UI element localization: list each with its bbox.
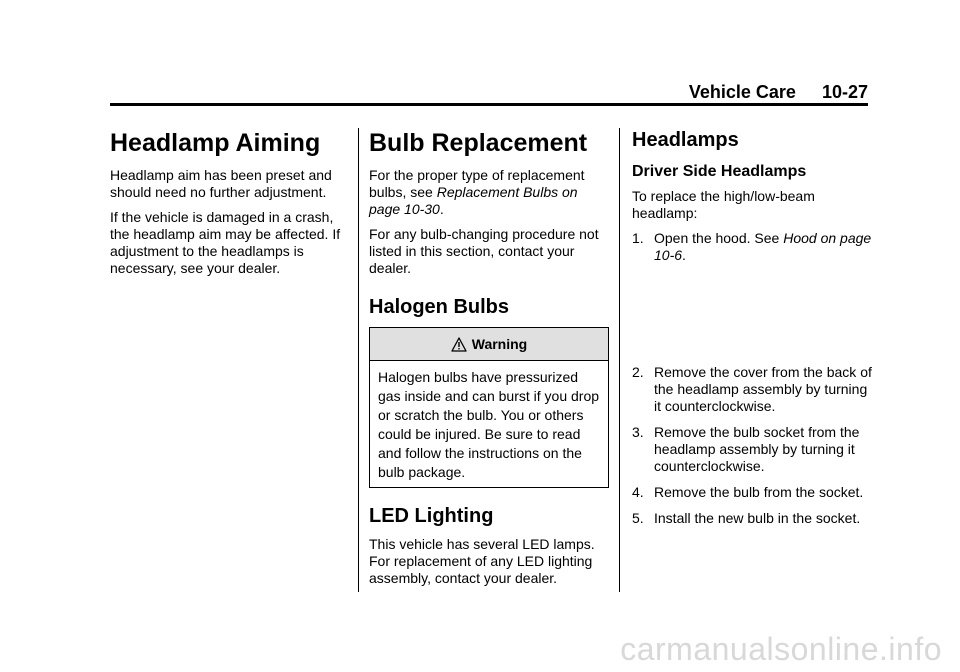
- column-bulb-replacement: [369, 116, 609, 595]
- heading-bulb-replacement: Bulb Replacement: [369, 129, 588, 157]
- paragraph: If the vehicle is damaged in a crash, the headlamp aim may be affected. If adjustment to the headlamps is necessary, see your dealer.: [110, 209, 341, 276]
- header-rule: [110, 103, 868, 106]
- list-item: [632, 424, 872, 475]
- list-item: [632, 364, 872, 415]
- step-number: 3.: [632, 424, 644, 440]
- step-number: 2.: [632, 364, 644, 380]
- cross-reference-link[interactable]: Replacement Bulbs on page 10-30: [369, 184, 578, 217]
- heading-halogen-bulbs: Halogen Bulbs: [369, 296, 510, 318]
- list-item: [632, 230, 872, 264]
- list-item: [632, 510, 872, 527]
- warning-header: [370, 328, 608, 361]
- paragraph: This vehicle has several LED lamps. For replacement of any LED lighting assembly, contact your dealer.: [369, 536, 595, 586]
- paragraph-text: .: [439, 201, 444, 217]
- step-text: Open the hood. See: [654, 230, 784, 246]
- step-text: .: [682, 247, 686, 263]
- paragraph: To replace the high/low-beam headlamp:: [632, 188, 815, 221]
- step-text: Install the new bulb in the socket.: [654, 510, 861, 526]
- paragraph: Headlamp aim has been preset and should need no further adjustment.: [110, 167, 332, 200]
- header-text: [689, 82, 868, 103]
- step-text: Remove the cover from the back of the headlamp assembly by turning it counterclockwise.: [654, 364, 872, 414]
- section-title: Vehicle Care: [688, 82, 796, 102]
- paragraph: [369, 167, 609, 218]
- warning-label: Warning: [471, 336, 528, 352]
- warning-text: Halogen bulbs have pressurized gas inside and can burst if you drop or scratch the bulb. You or others could be injured. Be sure to read and follow the instructions on the bulb package.: [378, 369, 600, 480]
- step-number: 4.: [632, 484, 644, 500]
- heading-headlamp-aiming: Headlamp Aiming: [110, 129, 321, 157]
- step-number: 1.: [632, 230, 644, 246]
- step-text: Remove the bulb from the socket.: [654, 484, 864, 500]
- heading-headlamps: Headlamps: [632, 129, 739, 151]
- column-divider: [358, 128, 359, 592]
- warning-triangle-icon: [451, 337, 467, 352]
- list-item: [632, 484, 872, 501]
- paragraph: For any bulb-changing procedure not listed in this section, contact your dealer.: [369, 226, 599, 276]
- paragraph-text: For the proper type of replacement bulbs, see: [369, 167, 585, 200]
- subheading-driver-side: Driver Side Headlamps: [632, 163, 807, 180]
- column-headlamp-aiming: [110, 116, 350, 285]
- steps-list: [632, 230, 872, 527]
- column-divider: [619, 128, 620, 592]
- step-number: 5.: [632, 510, 644, 526]
- watermark: carmanualsonline.info: [620, 631, 942, 667]
- heading-led-lighting: LED Lighting: [369, 505, 494, 527]
- column-headlamps: [632, 116, 872, 536]
- cross-reference-link[interactable]: Hood on page 10-6: [654, 230, 872, 263]
- page-number: 10-27: [821, 82, 868, 102]
- step-text: Remove the bulb socket from the headlamp assembly by turning it counterclockwise.: [654, 424, 860, 474]
- warning-box: [369, 327, 609, 488]
